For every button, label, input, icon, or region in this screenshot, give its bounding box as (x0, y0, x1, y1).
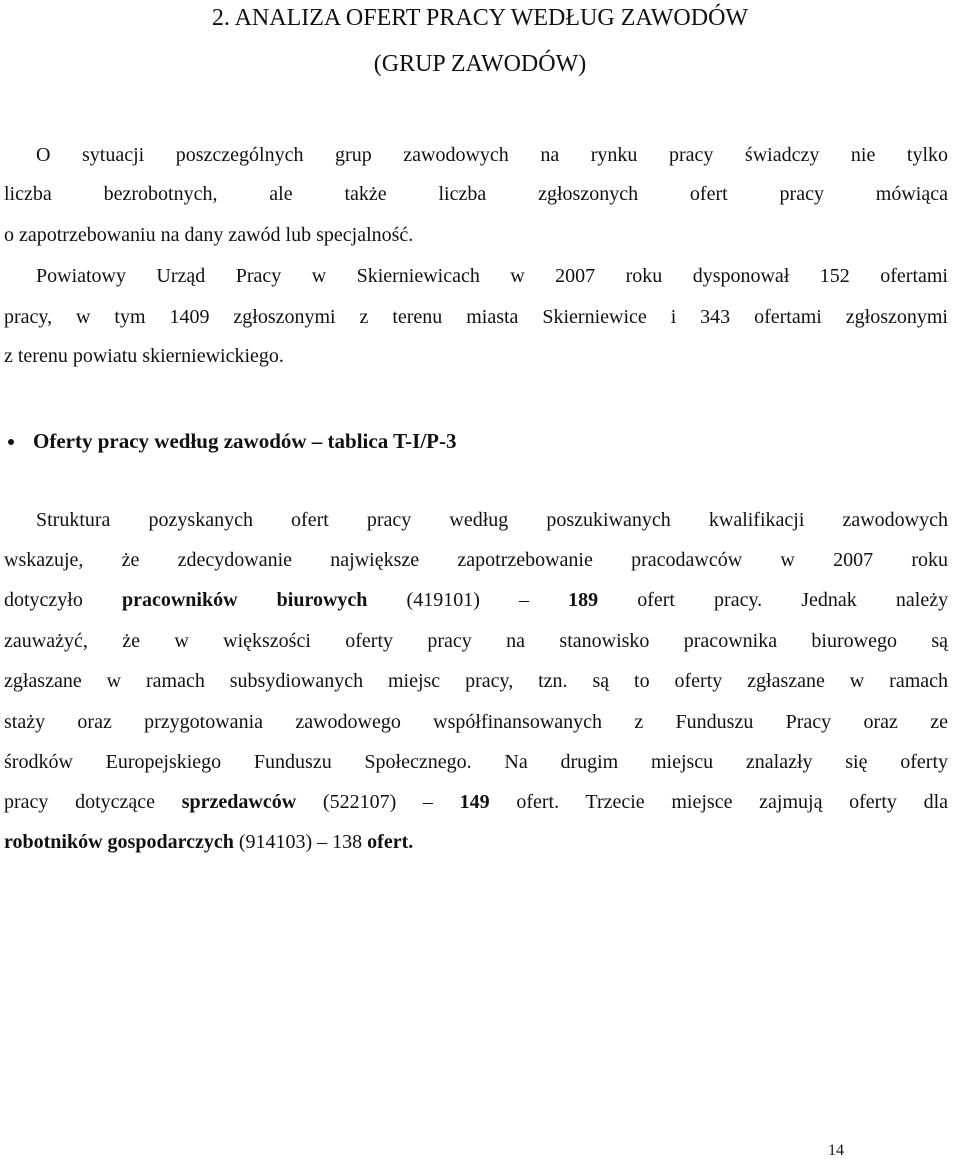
intro-line-3b: Powiatowy Urząd Pracy w Skierniewicach w 2007 roku dysponował 152 ofertami (36, 265, 948, 287)
main-line-1: Struktura pozyskanych ofert pracy według poszukiwanych kwalifikacji zawodowych (36, 509, 948, 531)
intro-line-1: O sytuacji poszczególnych grup zawodowych na rynku pracy świadczy nie tylko (36, 144, 948, 166)
intro-line-4: pracy, w tym 1409 zgłoszonymi z terenu miasta Skierniewice i 343 ofertami zgłoszonymi (4, 306, 948, 328)
main-line-8-bold-salespeople: sprzedawców (181, 791, 297, 813)
main-line-2: wskazuje, że zdecydowanie największe zapotrzebowanie pracodawców w 2007 roku (4, 549, 948, 571)
bullet-dot-icon (8, 439, 14, 445)
intro-line-5: z terenu powiatu skierniewickiego. (4, 345, 284, 367)
main-line-9 (4, 828, 948, 856)
main-line-8-code: (522107) – (322, 791, 433, 813)
main-line-3 (4, 586, 948, 614)
section-title-line-2: (GRUP ZAWODÓW) (373, 51, 587, 77)
main-line-3-bold-count: 189 (568, 589, 599, 611)
main-line-9-bold-offers: ofert. (367, 831, 414, 853)
main-line-8-bold-count: 149 (459, 791, 490, 813)
main-line-9-code: (914103) – 138 (238, 831, 363, 853)
main-line-3-text-a: dotyczyło (4, 589, 83, 611)
main-line-8-text-e: ofert. Trzecie miejsce zajmują oferty dla (516, 791, 949, 813)
main-line-7: środków Europejskiego Funduszu Społecznego. Na drugim miejscu znalazły się oferty (4, 751, 948, 773)
intro-line-2: liczba bezrobotnych, ale także liczba zgłoszonych ofert pracy mówiąca (4, 183, 948, 205)
main-line-4: zauważyć, że w większości oferty pracy na stanowisko pracownika biurowego są (4, 630, 948, 652)
section-title-line-1: 2. ANALIZA OFERT PRACY WEDŁUG ZAWODÓW (211, 5, 749, 31)
page-number: 14 (828, 1142, 844, 1159)
main-line-6: staży oraz przygotowania zawodowego współfinansowanych z Funduszu Pracy oraz ze (4, 711, 948, 733)
bullet-heading-row (8, 426, 456, 456)
main-line-5: zgłaszane w ramach subsydiowanych miejsc pracy, tzn. są to oferty zgłaszane w ramach (4, 670, 948, 692)
intro-line-3a: o zapotrzebowaniu na dany zawód lub specjalność. (4, 224, 414, 246)
main-line-3-text-f: ofert pracy. Jednak należy (637, 589, 949, 611)
main-line-3-dash: – (518, 589, 529, 611)
main-line-3-code: (419101) (406, 589, 480, 611)
main-line-9-bold-maintenance-workers: robotników gospodarczych (4, 831, 234, 853)
bullet-heading: Oferty pracy według zawodów – tablica T-I/P-3 (33, 429, 457, 453)
main-line-8-text-a: pracy dotyczące (4, 791, 156, 813)
main-line-8 (4, 788, 948, 816)
main-line-3-bold-office-workers: pracowników biurowych (121, 589, 368, 611)
